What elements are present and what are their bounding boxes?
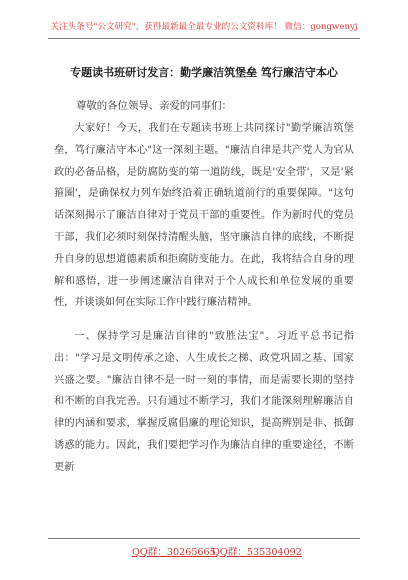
qq-group-link-2[interactable]: QQ群：535304092 <box>212 547 302 558</box>
body-paragraph-section-1: 一、保持学习是廉洁自律的"致胜法宝"。习近平总书记指出："学习是文明传承之途、人生成长之梯、政党巩固之基、国家兴盛之要。"廉洁自律不是一时一刻的事情，而是需要长期的坚持和不断的自我完善。只有通过不断学习，我们才能深刻理解廉洁自律的内涵和要求，掌握反腐倡廉的理论知识，提高辨别是非、抵御诱惑的能力。因此，我们要把学习作为廉洁自律的重要途径，不断更新 <box>54 331 354 473</box>
footer <box>0 544 408 560</box>
body-paragraph-intro: 大家好！今天，我们在专题读书班上共同探讨"勤学廉洁筑堡垒，笃行廉洁守本心"这一深刻主题。"廉洁自律是共产党人为官从政的必备品格，是防腐防变的第一道防线，既是'安全带'，又是'紧箍圈'，是确保权力列车始终沿着正确轨道前行的重要保障。"这句话深刻揭示了廉洁自律对于党员干部的重要性。作为新时代的党员干部，我们必须时刻保持清醒头脑，坚守廉洁自律的底线，不断提升自身的思想道德素质和拒腐防变能力。在此，我将结合自身的理解和感悟，进一步阐述廉洁自律对于个人成长和单位发展的重要性，并谈谈如何在实际工作中践行廉洁精神。 <box>54 123 354 309</box>
qq-group-link-1[interactable]: QQ群：30265665 <box>132 547 216 558</box>
footer-divider <box>48 538 360 539</box>
header-divider <box>48 38 360 39</box>
header-note: 关注头条号"公文研究"，获得最新最全最专业的公文资料库！ 微信：gongwenyj <box>50 22 358 32</box>
greeting-line: 尊敬的各位领导、亲爱的同事们： <box>76 100 232 112</box>
document-title: 专题读书班研讨发言：勤学廉洁筑堡垒 笃行廉洁守本心 <box>70 66 338 79</box>
